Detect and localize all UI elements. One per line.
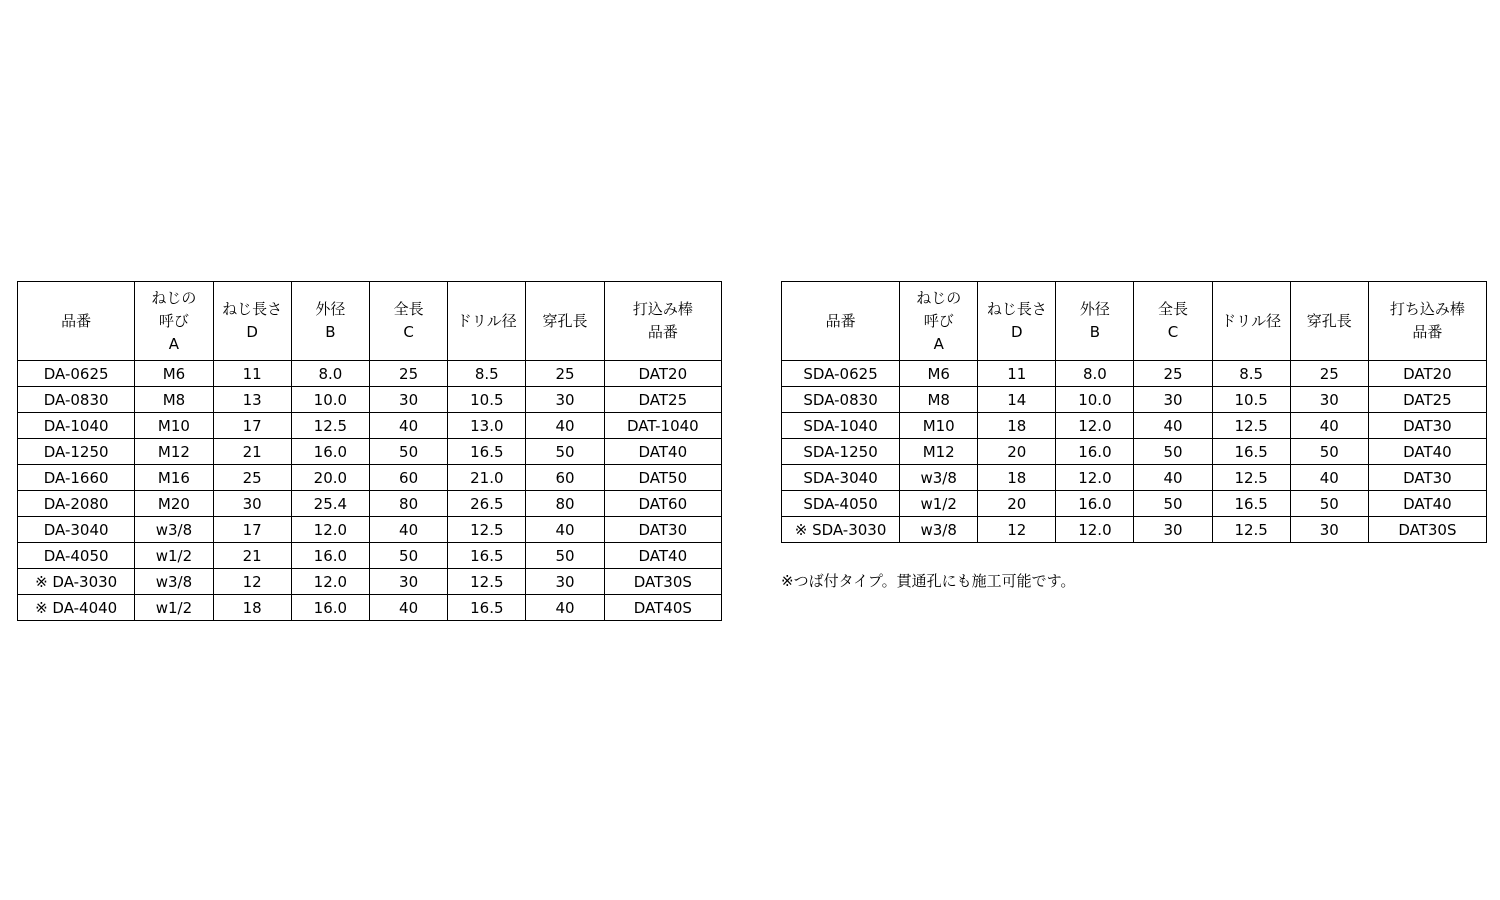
table-cell: 20	[978, 491, 1056, 517]
table-row	[18, 569, 722, 595]
table-row	[18, 439, 722, 465]
table-cell: M8	[135, 387, 213, 413]
table-cell: w3/8	[900, 465, 978, 491]
table-cell: SDA-3040	[782, 465, 900, 491]
table-cell: 17	[213, 413, 291, 439]
table-cell: 30	[1134, 517, 1212, 543]
table-cell: w1/2	[135, 595, 213, 621]
table-cell: DAT25	[1368, 387, 1486, 413]
table-cell: M10	[135, 413, 213, 439]
table-cell: 40	[369, 413, 447, 439]
table-cell: 12.5	[448, 517, 526, 543]
table-cell: M10	[900, 413, 978, 439]
table-cell: 16.0	[291, 543, 369, 569]
table-row	[782, 491, 1487, 517]
table-cell: DAT30	[604, 517, 721, 543]
table-cell: M12	[135, 439, 213, 465]
table-cell: 40	[526, 517, 604, 543]
table-cell: 8.5	[1212, 361, 1290, 387]
col-header-drill-depth: 穿孔長	[526, 282, 604, 361]
table-cell: w1/2	[900, 491, 978, 517]
table-cell: 30	[526, 569, 604, 595]
table-cell: 16.5	[448, 439, 526, 465]
table-cell: 50	[1290, 491, 1368, 517]
footnote: ※つば付タイプ。貫通孔にも施工可能です。	[781, 572, 1076, 590]
table-row	[782, 517, 1487, 543]
table-cell: 12.0	[1056, 413, 1134, 439]
table-cell: 40	[1134, 413, 1212, 439]
table-row	[782, 413, 1487, 439]
table-cell: 21.0	[448, 465, 526, 491]
col-header-part-number: 品番	[782, 282, 900, 361]
table-cell: DA-0830	[18, 387, 135, 413]
table-cell: 20	[978, 439, 1056, 465]
table-cell: 30	[526, 387, 604, 413]
table-row	[782, 439, 1487, 465]
table-cell: 50	[526, 543, 604, 569]
table-cell: 21	[213, 439, 291, 465]
table-cell: 21	[213, 543, 291, 569]
table-cell: 50	[1134, 491, 1212, 517]
table-cell: 40	[1290, 413, 1368, 439]
table-cell: DAT40	[1368, 439, 1486, 465]
spec-table-da	[17, 281, 722, 621]
table-cell: 8.0	[291, 361, 369, 387]
table-cell: 50	[526, 439, 604, 465]
table-row	[18, 517, 722, 543]
table-cell: 18	[978, 465, 1056, 491]
table-cell: DAT30	[1368, 465, 1486, 491]
table-cell: 18	[213, 595, 291, 621]
table-cell: SDA-4050	[782, 491, 900, 517]
table-cell: DAT40	[604, 439, 721, 465]
table-cell: 30	[213, 491, 291, 517]
table-row	[18, 387, 722, 413]
table-row	[18, 595, 722, 621]
table-cell: 80	[526, 491, 604, 517]
table-cell: DAT20	[604, 361, 721, 387]
table-cell: 50	[1134, 439, 1212, 465]
table-cell: ※ DA-4040	[18, 595, 135, 621]
table-cell: 50	[369, 543, 447, 569]
table-cell: 25	[526, 361, 604, 387]
table-cell: 12.0	[1056, 465, 1134, 491]
table-cell: 20.0	[291, 465, 369, 491]
col-header-thread-size: ねじの 呼び A	[900, 282, 978, 361]
table-cell: 25	[213, 465, 291, 491]
table-cell: 12	[978, 517, 1056, 543]
col-header-drill-diameter: ドリル径	[1212, 282, 1290, 361]
table-cell: DAT-1040	[604, 413, 721, 439]
table-cell: DAT40S	[604, 595, 721, 621]
table-cell: M6	[135, 361, 213, 387]
table-cell: 50	[1290, 439, 1368, 465]
header-row	[18, 282, 722, 361]
table-cell: 25	[369, 361, 447, 387]
col-header-part-number: 品番	[18, 282, 135, 361]
col-header-setting-tool: 打込み棒 品番	[604, 282, 721, 361]
table-cell: 16.5	[448, 595, 526, 621]
table-cell: 25	[1290, 361, 1368, 387]
col-header-outer-diameter: 外径 B	[1056, 282, 1134, 361]
col-header-thread-length: ねじ長さ D	[213, 282, 291, 361]
table-cell: 13	[213, 387, 291, 413]
table-cell: 12.5	[448, 569, 526, 595]
table-cell: 12.0	[291, 569, 369, 595]
table-row	[782, 465, 1487, 491]
table-row	[18, 413, 722, 439]
table-cell: 12.5	[1212, 413, 1290, 439]
table-cell: 40	[369, 595, 447, 621]
table-cell: 16.0	[1056, 491, 1134, 517]
table-cell: 30	[369, 569, 447, 595]
table-cell: DAT25	[604, 387, 721, 413]
col-header-thread-size: ねじの 呼び A	[135, 282, 213, 361]
table-cell: 16.0	[291, 595, 369, 621]
table-cell: 16.0	[1056, 439, 1134, 465]
table-cell: SDA-0625	[782, 361, 900, 387]
table-cell: 60	[369, 465, 447, 491]
table-cell: 16.5	[1212, 491, 1290, 517]
table-cell: 12.0	[1056, 517, 1134, 543]
table-cell: M20	[135, 491, 213, 517]
table-cell: 17	[213, 517, 291, 543]
table-cell: DAT30S	[1368, 517, 1486, 543]
table-cell: DA-4050	[18, 543, 135, 569]
table-row	[18, 465, 722, 491]
table-cell: DAT50	[604, 465, 721, 491]
table-cell: 8.0	[1056, 361, 1134, 387]
table-cell: SDA-1040	[782, 413, 900, 439]
table-cell: 40	[526, 595, 604, 621]
spec-table-sda	[781, 281, 1487, 543]
table-cell: DAT40	[604, 543, 721, 569]
table-cell: 11	[978, 361, 1056, 387]
table-cell: DAT40	[1368, 491, 1486, 517]
table-row	[782, 361, 1487, 387]
table-cell: 60	[526, 465, 604, 491]
table-cell: ※ DA-3030	[18, 569, 135, 595]
table-cell: 18	[978, 413, 1056, 439]
table-cell: M12	[900, 439, 978, 465]
table-cell: 14	[978, 387, 1056, 413]
col-header-total-length: 全長 C	[369, 282, 447, 361]
col-header-drill-diameter: ドリル径	[448, 282, 526, 361]
table-cell: 13.0	[448, 413, 526, 439]
table-cell: 30	[1134, 387, 1212, 413]
header-row	[782, 282, 1487, 361]
table-cell: 10.0	[291, 387, 369, 413]
table-cell: 11	[213, 361, 291, 387]
col-header-total-length: 全長 C	[1134, 282, 1212, 361]
table-cell: 16.5	[448, 543, 526, 569]
table-cell: 25	[1134, 361, 1212, 387]
table-cell: 40	[526, 413, 604, 439]
table-cell: 12.5	[291, 413, 369, 439]
table-cell: w3/8	[900, 517, 978, 543]
table-cell: SDA-1250	[782, 439, 900, 465]
table-cell: 8.5	[448, 361, 526, 387]
col-header-drill-depth: 穿孔長	[1290, 282, 1368, 361]
table-cell: 30	[369, 387, 447, 413]
table-row	[782, 387, 1487, 413]
table-cell: 30	[1290, 387, 1368, 413]
table-cell: DAT20	[1368, 361, 1486, 387]
table-row	[18, 543, 722, 569]
table-cell: w3/8	[135, 569, 213, 595]
table-cell: DA-3040	[18, 517, 135, 543]
table-cell: 16.5	[1212, 439, 1290, 465]
table-cell: DA-2080	[18, 491, 135, 517]
table-cell: 80	[369, 491, 447, 517]
table-row	[18, 361, 722, 387]
table-cell: SDA-0830	[782, 387, 900, 413]
table-cell: 12.5	[1212, 465, 1290, 491]
table-cell: 50	[369, 439, 447, 465]
table-cell: DA-1660	[18, 465, 135, 491]
table-cell: 10.5	[1212, 387, 1290, 413]
table-cell: 40	[1290, 465, 1368, 491]
table-cell: DAT30S	[604, 569, 721, 595]
table-cell: 12.5	[1212, 517, 1290, 543]
table-cell: 10.5	[448, 387, 526, 413]
table-cell: DAT30	[1368, 413, 1486, 439]
table-cell: M8	[900, 387, 978, 413]
table-cell: 16.0	[291, 439, 369, 465]
table-cell: 25.4	[291, 491, 369, 517]
table-cell: 10.0	[1056, 387, 1134, 413]
table-cell: 26.5	[448, 491, 526, 517]
table-cell: 12.0	[291, 517, 369, 543]
table-cell: 40	[369, 517, 447, 543]
table-cell: DA-0625	[18, 361, 135, 387]
table-cell: 12	[213, 569, 291, 595]
table-cell: ※ SDA-3030	[782, 517, 900, 543]
table-cell: DA-1040	[18, 413, 135, 439]
table-cell: M6	[900, 361, 978, 387]
table-row	[18, 491, 722, 517]
table-cell: 40	[1134, 465, 1212, 491]
col-header-setting-tool: 打ち込み棒 品番	[1368, 282, 1486, 361]
col-header-outer-diameter: 外径 B	[291, 282, 369, 361]
table-cell: DAT60	[604, 491, 721, 517]
table-cell: w3/8	[135, 517, 213, 543]
table-cell: w1/2	[135, 543, 213, 569]
table-cell: 30	[1290, 517, 1368, 543]
col-header-thread-length: ねじ長さ D	[978, 282, 1056, 361]
table-cell: DA-1250	[18, 439, 135, 465]
table-cell: M16	[135, 465, 213, 491]
